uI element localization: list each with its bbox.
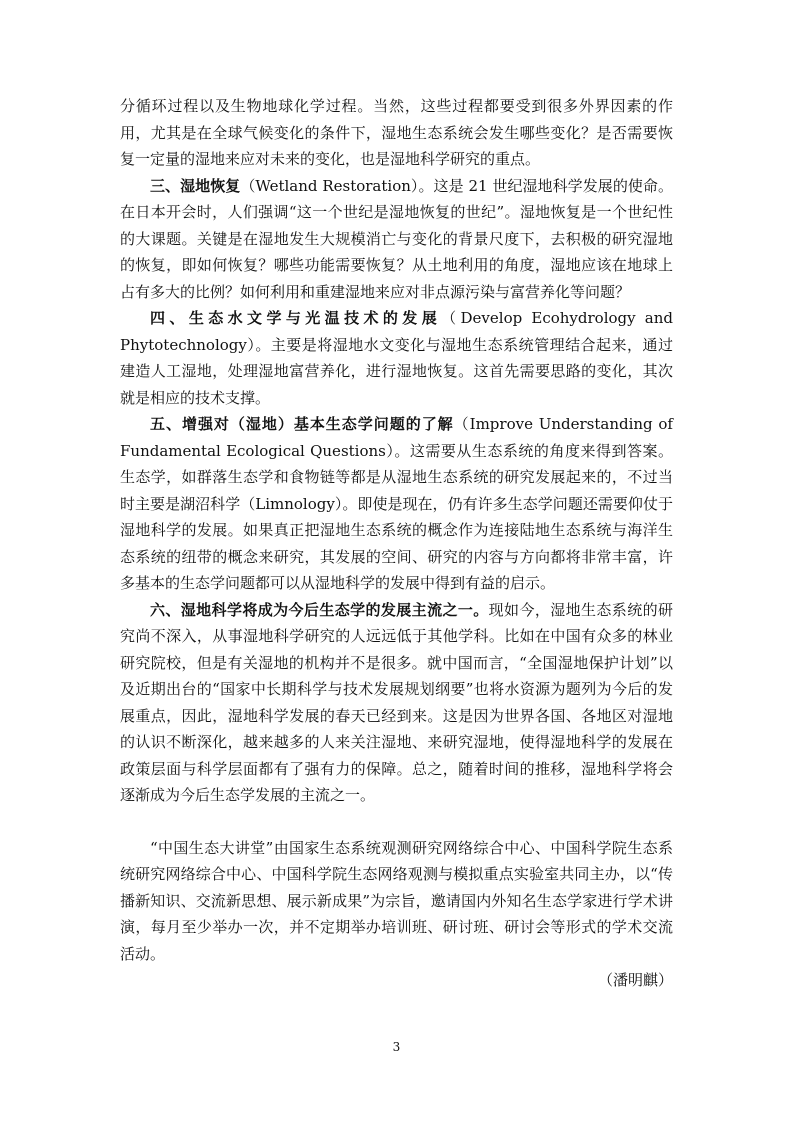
paragraph-gap: [120, 809, 673, 835]
paragraph-mainstream: [120, 597, 673, 809]
paragraph-text: 现如今，湿地生态系统的研究尚不深入，从事湿地科学研究的人远远低于其他学科。比如在中国有众多的林业研究院校，但是有关湿地的机构并不是很多。就中国而言，“全国湿地保护计划”以及近期出台的“国家中长期科学与技术发展规划纲要”也将水资源为题列为今后的发展重点，因此，湿地科学发展的春天已经到来。这是因为世界各国、各地区对湿地的认识不断深化，越来越多的人来关注湿地、来研究湿地，使得湿地科学的发展在政策层面与科学层面都有了强有力的保障。总之，随着时间的推移，湿地科学将会逐渐成为今后生态学发展的主流之一。: [120, 600, 673, 804]
page-number: 3: [392, 1040, 401, 1054]
paragraph-wetland-restoration: [120, 173, 673, 306]
paragraph-text: （Wetland Restoration）。这是 21 世纪湿地科学发展的使命。在日本开会时，人们强调“这一个世纪是湿地恢复的世纪”。湿地恢复是一个世纪性的大课题。关键是在湿地发生大规模消亡与变化的背景尺度下，去积极的研究湿地的恢复，即如何恢复？哪些功能需要恢复？从土地利用的角度，湿地应该在地球上占有多大的比例？如何利用和重建湿地来应对非点源污染与富营养化等问题？: [120, 176, 673, 301]
section-heading: 五、增强对（湿地）基本生态学问题的了解: [150, 415, 454, 433]
paragraph-ecohydrology: [120, 305, 673, 411]
paragraph-ecological-questions: [120, 411, 673, 597]
paragraph-text: （Improve Understanding of Fundamental Ecological Questions）。这需要从生态系统的角度来得到答案。生态学，如群落生态学和食物链等都是从湿地生态系统的研究发展起来的，不过当时主要是湖沼科学（Limnology）。即使是现在，仍有许多生态学问题还需要仰仗于湿地科学的发展。如果真正把湿地生态系统的概念作为连接陆地生态系统与海洋生态系统的纽带的概念来研究，其发展的空间、研究的内容与方向都将非常丰富，许多基本的生态学问题都可以从湿地科学的发展中得到有益的启示。: [120, 415, 673, 592]
author-signature: （潘明麒）: [597, 971, 673, 989]
paragraph-continuation: [120, 93, 673, 173]
document-body: [120, 93, 673, 994]
section-heading: 六、湿地科学将成为今后生态学的发展主流之一。: [150, 600, 489, 619]
closing-note-text: “中国生态大讲堂”由国家生态系统观测研究网络综合中心、中国科学院生态系统研究网络综合中心、中国科学院生态网络观测与模拟重点实验室共同主办，以“传播新知识、交流新思想、展示新成果”为宗旨，邀请国内外知名生态学家进行学术讲演，每月至少举办一次，并不定期举办培训班、研讨班、研讨会等形式的学术交流活动。: [120, 838, 673, 963]
section-heading: 三、湿地恢复: [150, 176, 241, 195]
section-heading: 四、生态水文学与光温技术的发展: [150, 309, 442, 327]
paragraph-text: 分循环过程以及生物地球化学过程。当然，这些过程都要受到很多外界因素的作用，尤其是在全球气候变化的条件下，湿地生态系统会发生哪些变化？是否需要恢复一定量的湿地来应对未来的变化，也是湿地科学研究的重点。: [120, 97, 673, 168]
closing-note: [120, 835, 673, 994]
paragraph-text: （Develop Ecohydrology and Phytotechnology）。主要是将湿地水文变化与湿地生态系统管理结合起来，通过建造人工湿地，处理湿地富营养化，进行湿地恢复。这首先需要思路的变化，其次就是相应的技术支撑。: [120, 309, 673, 407]
